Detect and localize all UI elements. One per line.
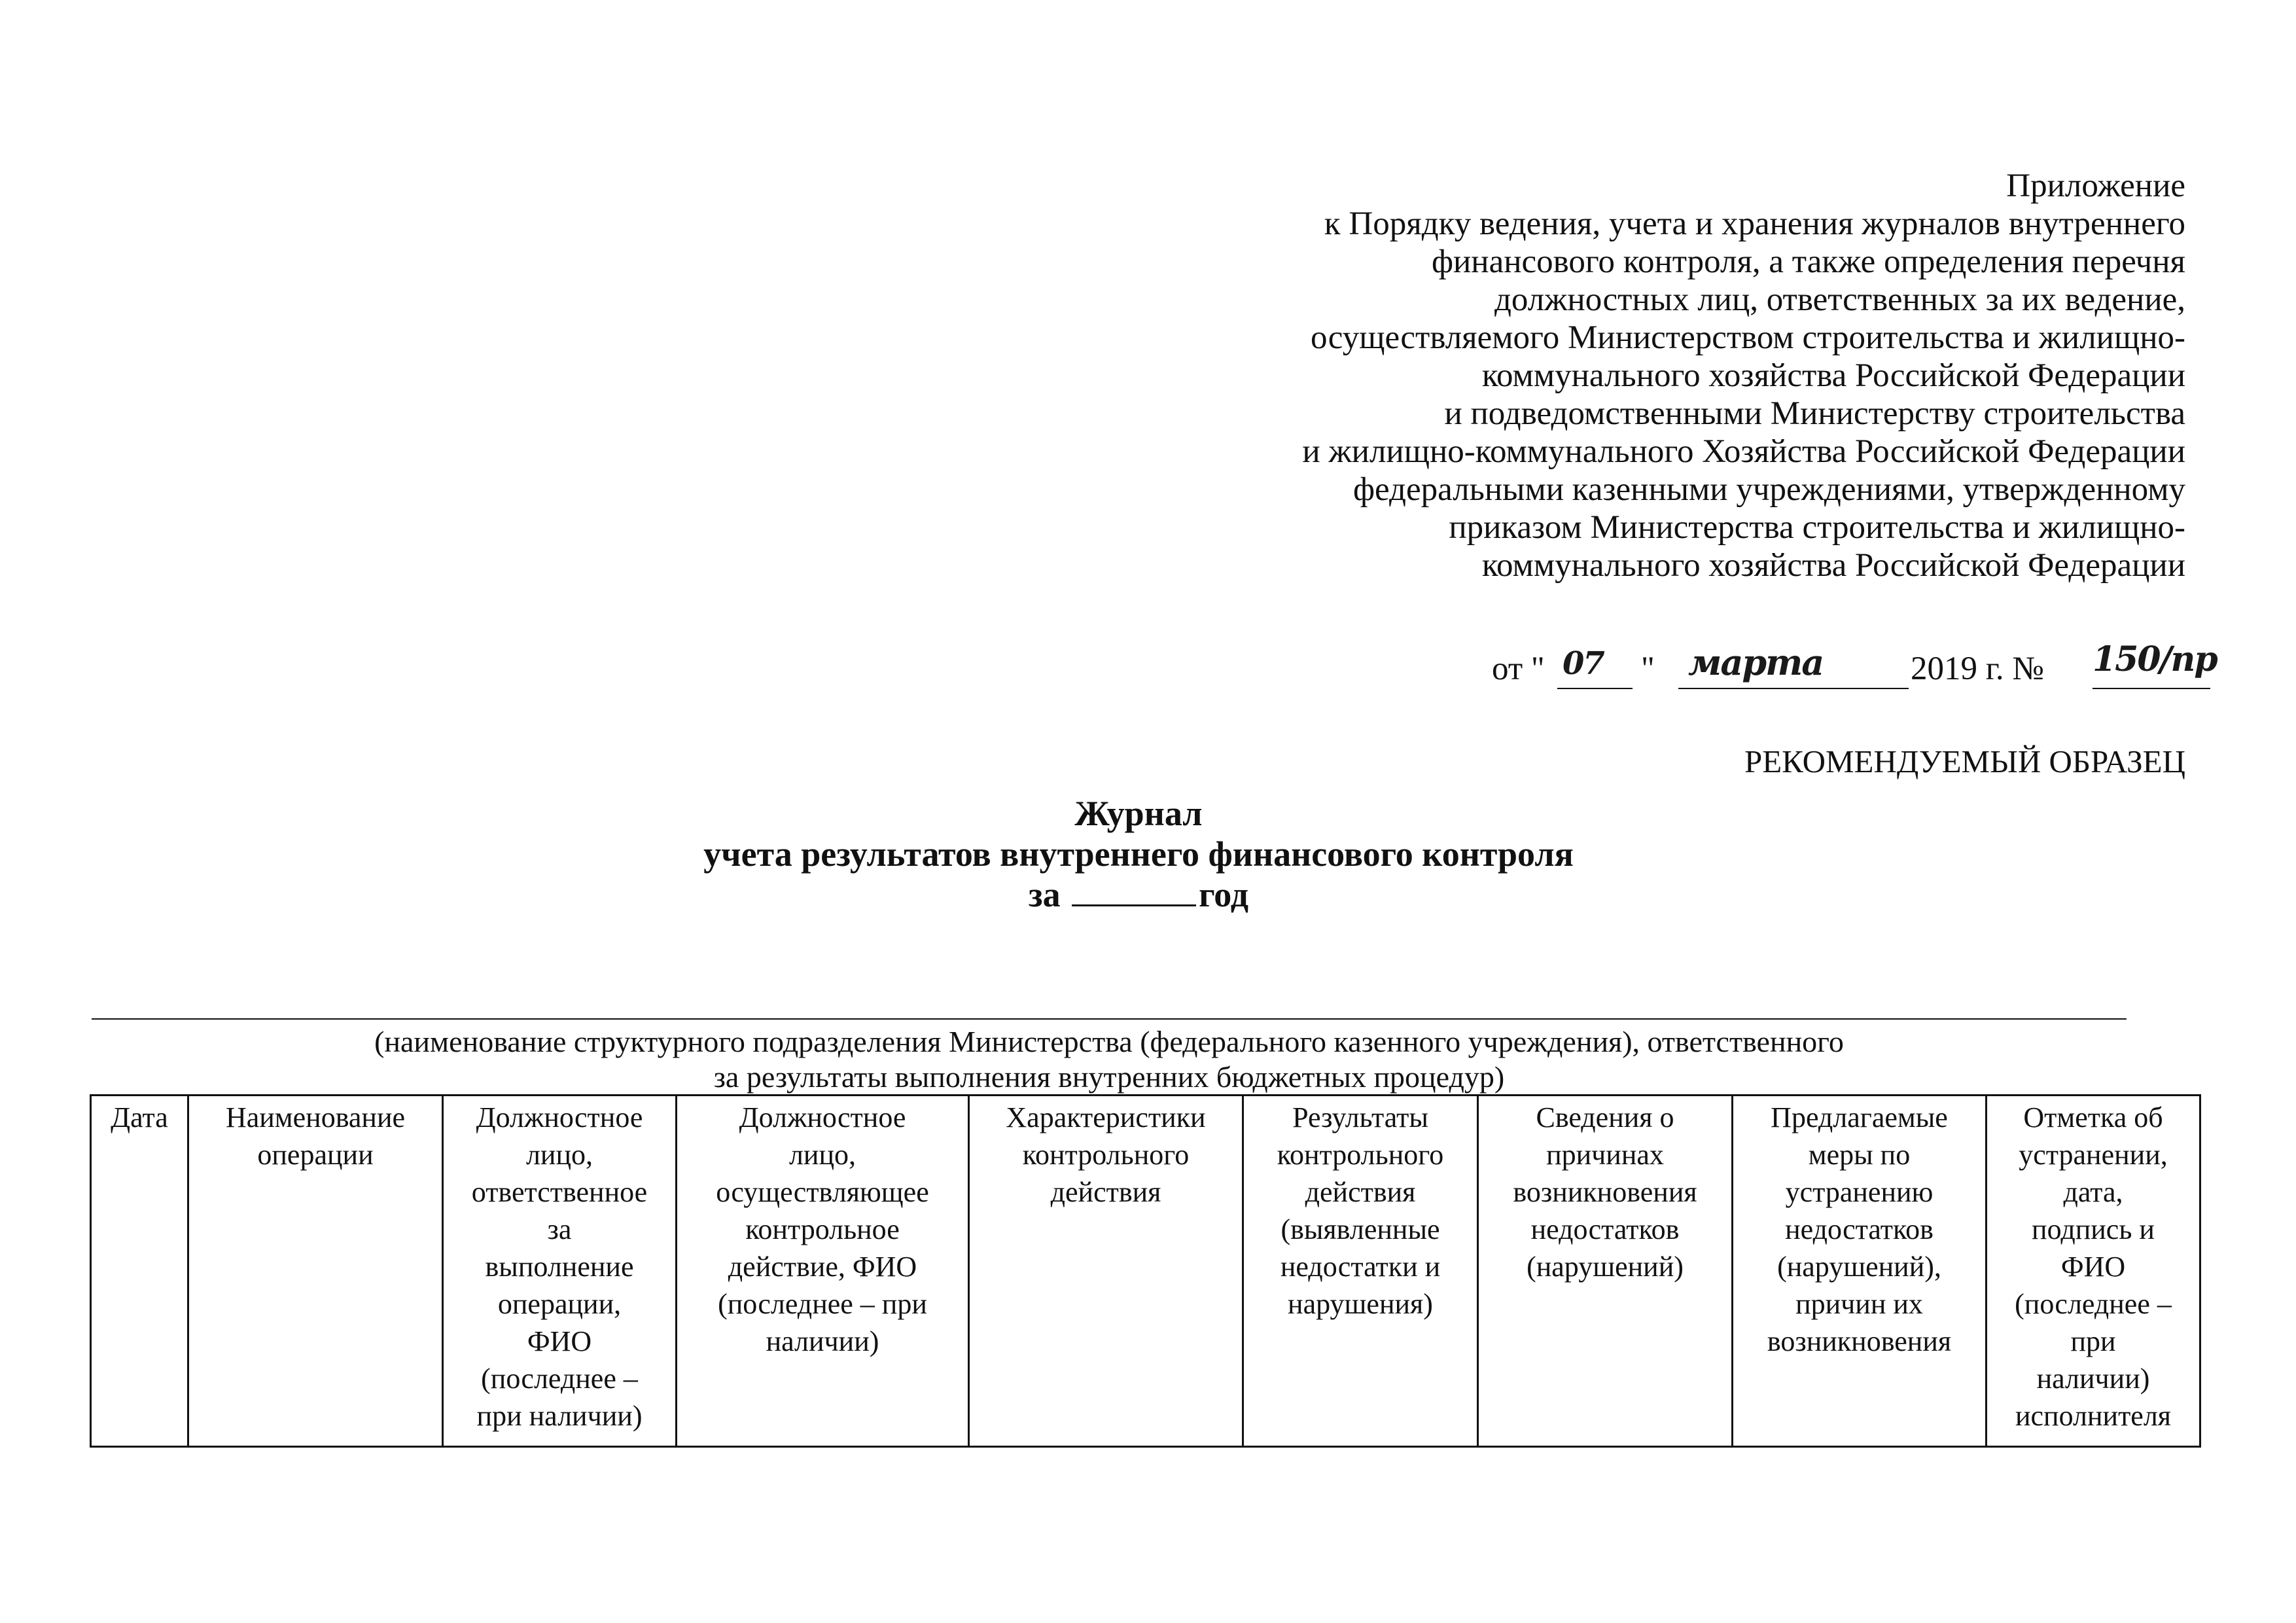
title-year-prefix: за xyxy=(1028,875,1061,914)
header-text-line: за xyxy=(547,1213,572,1245)
number-fill-line xyxy=(2093,688,2210,689)
appendix-line: приказом Министерства строительства и жилищно- xyxy=(1449,509,2185,546)
handwritten-day: 07 xyxy=(1563,645,1604,682)
column-header-elimination-mark xyxy=(1987,1096,2200,1447)
header-text-line: лицо, xyxy=(788,1139,857,1171)
header-text-line: недостатки и xyxy=(1280,1251,1441,1283)
subdivision-caption xyxy=(92,1024,2127,1095)
header-text-line: Сведения о xyxy=(1536,1101,1674,1133)
header-text-line: (нарушений), xyxy=(1777,1251,1941,1283)
header-text-line: недостатков xyxy=(1530,1213,1680,1245)
header-text-line: подпись и xyxy=(2032,1213,2155,1245)
subdivision-caption-line-1: (наименование структурного подразделения Министерства (федерального казенного учреждения), ответственного xyxy=(374,1025,1844,1058)
column-header-controlling-official xyxy=(677,1096,969,1447)
order-prefix: от " xyxy=(1492,651,1545,687)
appendix-line: и жилищно-коммунального Хозяйства Российской Федерации xyxy=(1302,433,2185,470)
header-text-line: операции, xyxy=(497,1288,622,1320)
header-text-line: (последнее – xyxy=(481,1363,638,1395)
month-fill-line xyxy=(1678,688,1909,689)
header-text-line: причин их xyxy=(1795,1288,1923,1320)
header-text-line: Наименование xyxy=(225,1101,406,1133)
header-text-line: действия xyxy=(1050,1176,1161,1208)
column-header-date xyxy=(91,1096,188,1447)
header-text-line: (последнее – при xyxy=(718,1288,927,1320)
appendix-line: коммунального хозяйства Российской Федерации xyxy=(1481,357,2185,394)
order-date-number-line xyxy=(1492,639,2225,690)
handwritten-month: марта xyxy=(1688,641,1824,683)
column-header-proposed-measures xyxy=(1733,1096,1987,1447)
header-text-line: (нарушений) xyxy=(1527,1251,1684,1283)
header-text-line: исполнителя xyxy=(2015,1400,2172,1432)
header-text-line: Должностное xyxy=(739,1101,906,1133)
journal-table xyxy=(90,1094,2201,1448)
header-text-line: ответственное xyxy=(471,1176,648,1208)
header-text-line: контрольного xyxy=(1277,1139,1444,1171)
subdivision-name-line xyxy=(92,1018,2127,1020)
column-header-responsible-official xyxy=(443,1096,677,1447)
header-text-line: Характеристики xyxy=(1006,1101,1206,1133)
header-text-line: устранению xyxy=(1785,1176,1934,1208)
appendix-line: Приложение xyxy=(2006,168,2185,204)
header-text-line: (выявленные xyxy=(1280,1213,1440,1245)
appendix-line: к Порядку ведения, учета и хранения журналов внутреннего xyxy=(1324,205,2185,242)
header-text-line: ФИО xyxy=(527,1325,592,1357)
appendix-line: должностных лиц, ответственных за их ведение, xyxy=(1494,281,2185,318)
header-text-line: меры по xyxy=(1808,1139,1911,1171)
header-text-line: действие, ФИО xyxy=(728,1251,917,1283)
header-text-line: действия xyxy=(1305,1176,1416,1208)
year-blank-field xyxy=(1072,876,1196,906)
header-text-line: контрольное xyxy=(745,1213,900,1245)
title-line-2: учета результатов внутреннего финансового контроля xyxy=(703,834,1574,874)
column-header-operation-name xyxy=(188,1096,443,1447)
header-text-line: осуществляющее xyxy=(716,1176,929,1208)
column-header-control-results xyxy=(1243,1096,1478,1447)
header-text-line: возникновения xyxy=(1513,1176,1697,1208)
header-text-line: Предлагаемые xyxy=(1771,1101,1948,1133)
header-text-line: выполнение xyxy=(485,1251,634,1283)
header-text-line: Результаты xyxy=(1292,1101,1428,1133)
header-text-line: Отметка об xyxy=(2023,1101,2163,1133)
appendix-line: и подведомственными Министерству строительства xyxy=(1444,395,2185,432)
title-year-suffix: год xyxy=(1199,875,1249,914)
appendix-line: финансового контроля, а также определения перечня xyxy=(1431,243,2185,280)
header-text-line: причинах xyxy=(1546,1139,1664,1171)
order-quote: " xyxy=(1641,651,1655,687)
day-fill-line xyxy=(1557,688,1633,689)
header-text-line: при наличии) xyxy=(476,1400,643,1432)
header-text-line: ФИО xyxy=(2060,1251,2126,1283)
header-text-line: контрольного xyxy=(1022,1139,1190,1171)
journal-title xyxy=(366,793,1911,915)
title-line-1: Журнал xyxy=(1074,794,1203,833)
table-header-row xyxy=(91,1096,2200,1447)
handwritten-number: 150/пр xyxy=(2093,639,2217,679)
appendix-line: осуществляемого Министерством строительства и жилищно- xyxy=(1310,319,2185,356)
column-header-control-characteristics xyxy=(969,1096,1243,1447)
appendix-line: коммунального хозяйства Российской Федерации xyxy=(1481,547,2185,584)
subdivision-caption-line-2: за результаты выполнения внутренних бюджетных процедур) xyxy=(713,1060,1505,1094)
header-text-line: наличии) xyxy=(2036,1363,2150,1395)
order-year-number: 2019 г. № xyxy=(1911,651,2045,687)
header-text-line: наличии) xyxy=(766,1325,879,1357)
header-text-line: недостатков xyxy=(1785,1213,1934,1245)
header-text-line: лицо, xyxy=(525,1139,593,1171)
header-text-line: Должностное xyxy=(476,1101,643,1133)
header-text-line: нарушения) xyxy=(1288,1288,1433,1320)
recommended-sample-label: РЕКОМЕНДУЕМЫЙ ОБРАЗЕЦ xyxy=(1744,743,2185,779)
header-text-line: при xyxy=(2070,1325,2116,1357)
appendix-header xyxy=(1112,167,2185,584)
header-text-line: устранении, xyxy=(2019,1139,2168,1171)
header-text-line: операции xyxy=(257,1139,374,1171)
title-line-3 xyxy=(366,874,1911,915)
column-header-causes xyxy=(1478,1096,1733,1447)
header-text-line: возникновения xyxy=(1767,1325,1952,1357)
header-text-line: Дата xyxy=(111,1101,168,1133)
header-text-line: дата, xyxy=(2063,1176,2123,1208)
header-text-line: (последнее – xyxy=(2015,1288,2172,1320)
appendix-line: федеральными казенными учреждениями, утвержденному xyxy=(1353,471,2185,508)
